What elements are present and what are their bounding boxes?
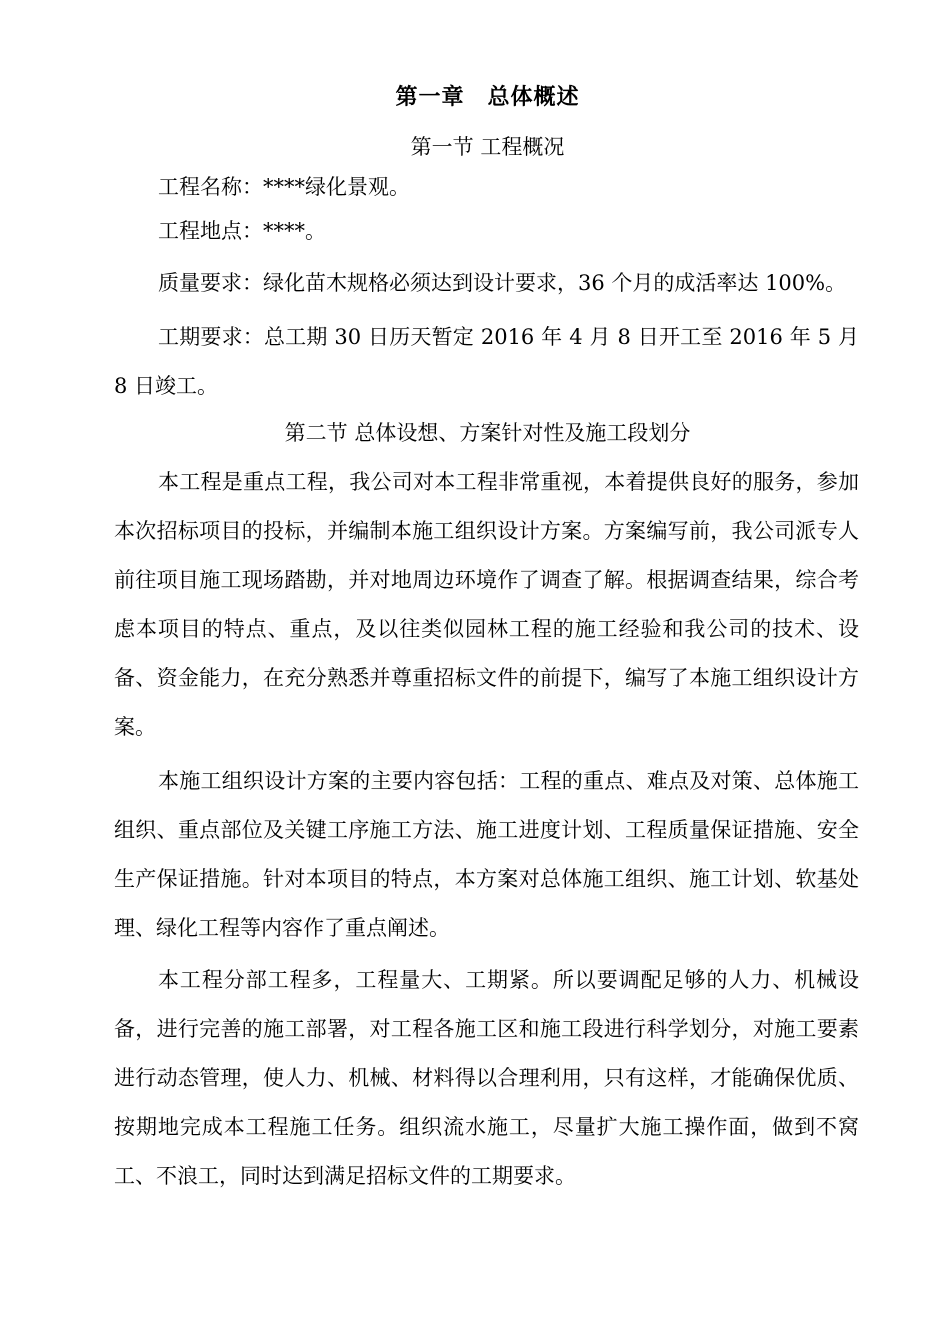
project-location-line: 工程地点：****。: [158, 219, 326, 243]
project-name-line: 工程名称：****绿化景观。: [158, 175, 410, 199]
section-1-title: 第一节 工程概况: [410, 135, 565, 159]
chapter-title: 第一章 总体概述: [395, 84, 580, 110]
schedule-requirement-paragraph: 工期要求：总工期 30 日历天暂定 2016 年 4 月 8 日开工至 2016 年 5 月 8 日竣工。: [114, 325, 859, 398]
quality-requirement-line: 质量要求：绿化苗木规格必须达到设计要求，36 个月的成活率达 100%。: [158, 271, 847, 295]
body-paragraph-3: 本工程分部工程多，工程量大、工期紧。所以要调配足够的人力、机械设备，进行完善的施工部署，对工程各施工区和施工段进行科学划分，对施工要素进行动态管理，使人力、机械、材料得以合理利用，只有这样，才能确保优质、按期地完成本工程施工任务。组织流水施工，尽量扩大施工操作面，做到不窝工、不浪工，同时达到满足招标文件的工期要求。: [114, 968, 859, 1188]
body-paragraph-2: 本施工组织设计方案的主要内容包括：工程的重点、难点及对策、总体施工组织、重点部位及关键工序施工方法、施工进度计划、工程质量保证措施、安全生产保证措施。针对本项目的特点，本方案对总体施工组织、施工计划、软基处理、绿化工程等内容作了重点阐述。: [114, 769, 859, 940]
body-paragraph-1: 本工程是重点工程，我公司对本工程非常重视，本着提供良好的服务，参加本次招标项目的投标，并编制本施工组织设计方案。方案编写前，我公司派专人前往项目施工现场踏勘，并对地周边环境作了调查了解。根据调查结果，综合考虑本项目的特点、重点，及以往类似园林工程的施工经验和我公司的技术、设备、资金能力，在充分熟悉并尊重招标文件的前提下，编写了本施工组织设计方案。: [114, 470, 859, 739]
section-2-title: 第二节 总体设想、方案针对性及施工段划分: [284, 421, 691, 445]
